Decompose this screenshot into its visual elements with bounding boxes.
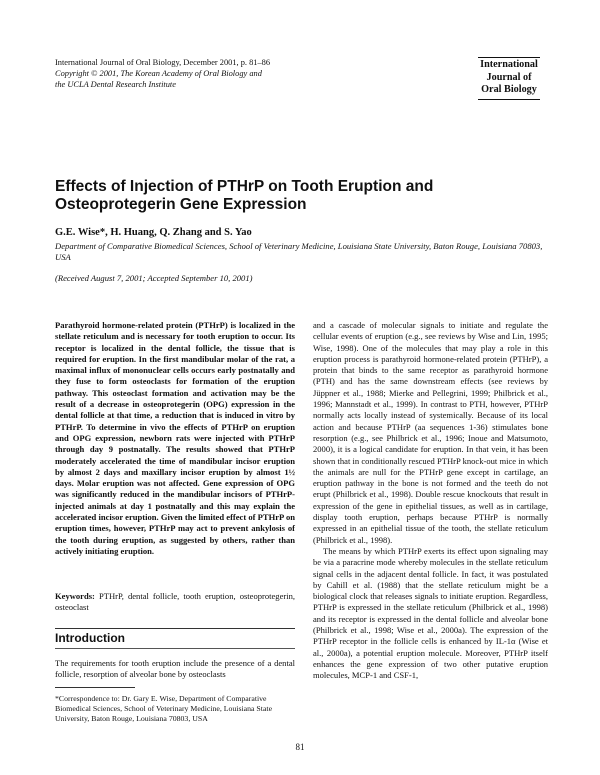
section-rule: [55, 648, 295, 649]
article-title: Effects of Injection of PTHrP on Tooth Eruption and Osteoprotegerin Gene Expression: [55, 178, 434, 213]
logo-line: Oral Biology: [481, 84, 537, 95]
logo-line: Journal of: [486, 71, 532, 83]
journal-info: [55, 57, 355, 90]
footnote-rule: [55, 687, 135, 688]
institute-line: the UCLA Dental Research Institute: [55, 80, 176, 89]
authors: G.E. Wise*, H. Huang, Q. Zhang and S. Yao: [55, 227, 252, 238]
journal-logo: [478, 57, 540, 100]
introduction-text: The requirements for tooth eruption include the presence of a dental follicle, resorption of alveolar bone by osteoclasts: [55, 658, 295, 680]
received-dates: (Received August 7, 2001; Accepted September 10, 2001): [55, 273, 253, 283]
logo-line: International: [480, 59, 538, 70]
introduction-heading: Introduction: [55, 631, 125, 645]
keywords-label: Keywords:: [55, 591, 95, 601]
journal-citation: International Journal of Oral Biology, December 2001, p. 81–86: [55, 58, 271, 67]
right-column: [313, 320, 548, 682]
abstract: [55, 320, 295, 557]
body-paragraph: The means by which PTHrP exerts its effect upon signaling may be via a paracrine mode whereby molecules in the stellate reticulum signal cells in the adjacent dental follicle. In fact, it was postulated by Cahill et al. (1988) that the stellate reticulum might be a biological clock that releases signals to initiate eruption. Regardless, PTHrP is expressed in the stellate reticulum (Philbrick et al., 1998) and its receptor is expressed in the dental follicle and alveolar bone (Philbrick et al., 1998; Wise et al., 2000a). The expression of the PTHrP receptor in the follicle cells is enhanced by IL-1α (Wise et al., 2000a), a potential eruption molecule. Moreover, PTHrP itself enhances the gene expression of two other putative eruption molecules, MCP-1 and CSF-1,: [313, 545, 548, 681]
keywords: [55, 591, 295, 614]
copyright-line: Copyright © 2001, The Korean Academy of Oral Biology and: [55, 69, 262, 78]
section-rule: [55, 628, 295, 629]
keywords-text: PTHrP, dental follicle, tooth eruption, osteoprotegerin, osteoclast: [55, 591, 295, 613]
correspondence-footnote: *Correspondence to: Dr. Gary E. Wise, Department of Comparative Biomedical Sciences, School of Veterinary Medicine, Louisiana State University, Baton Rouge, Louisiana 70803, USA: [55, 694, 273, 724]
affiliation: Department of Comparative Biomedical Sciences, School of Veterinary Medicine, Louisiana State University, Baton Rouge, Louisiana 70803, USA: [55, 241, 543, 263]
page-number: 81: [295, 742, 305, 752]
abstract-text: Parathyroid hormone-related protein (PTHrP) is localized in the stellate reticulum and is necessary for tooth eruption to occur. Its receptor is localized in the dental follicle, the tissue that is required for eruption. In the first mandibular molar of the rat, a maximal influx of mononuclear cells occurs early postnatally and they fuse to form osteoclasts for formation of the eruption pathway. This osteoclast formation and activation may be the result of a decrease in osteoprotegerin (OPG) expression in the dental follicle at that time, a reduction that is induced in vitro by PTHrP. To determine in vivo the effects of PTHrP on eruption and OPG expression, newborn rats were injected with PTHrP through day 9 postnatally. The results showed that PTHrP moderately accelerated the time of mandibular incisor eruption by almost 2 days and maxillary incisor eruption by almost 1½ days. Molar eruption was not affected. Gene expression of OPG was significantly reduced in the mandibular incisors of PTHrP-injected animals at day 1 postnatally and this may explain the accelerated incisor eruption. Given the limited effect of PTHrP on eruption times, however, PTHrP may act to prevent ankylosis of the tooth during eruption, as suggested by others, rather than actively initiating eruption.: [55, 320, 295, 556]
body-paragraph: and a cascade of molecular signals to initiate and regulate the cellular events of eruption (e.g., see reviews by Wise and Lin, 1995; Wise, 1998). One of the molecules that may play a role in this eruption process is parathyroid hormone-related protein (PTHrP), a protein that binds to the same receptor as parathyroid hormone (PTH) and has the same downstream effects (see reviews by Jüppner et al., 1988; Mierke and Pellegrini, 1999; Philbrick et al., 1996; Mannstadt et al., 1999). In contrast to PTH, however, PTHrP normally acts locally instead of systemically. Because of its local action and because PTHrP (aa sequences 1-36) stimulates bone resorption (e.g., see Philbrick et al., 1996; Inoue and Matsumoto, 2000), it is a logical candidate for eruption. In that vein, it has been shown that in conditionally rescued PTHrP knock-out mice in which the animals are null for the PTHrP gene except in cartilage, an eruption pathway in the bone is not formed and the teeth do not erupt (Philbrick et al., 1998). Double rescue knockouts that result in expression of the gene in epithelial tissues, as well as in cartilage, display tooth eruption, perhaps because PTHrP is normally expressed in an epithelial tissue of the tooth, the stellate reticulum (Philbrick et al., 1998).: [313, 320, 548, 545]
